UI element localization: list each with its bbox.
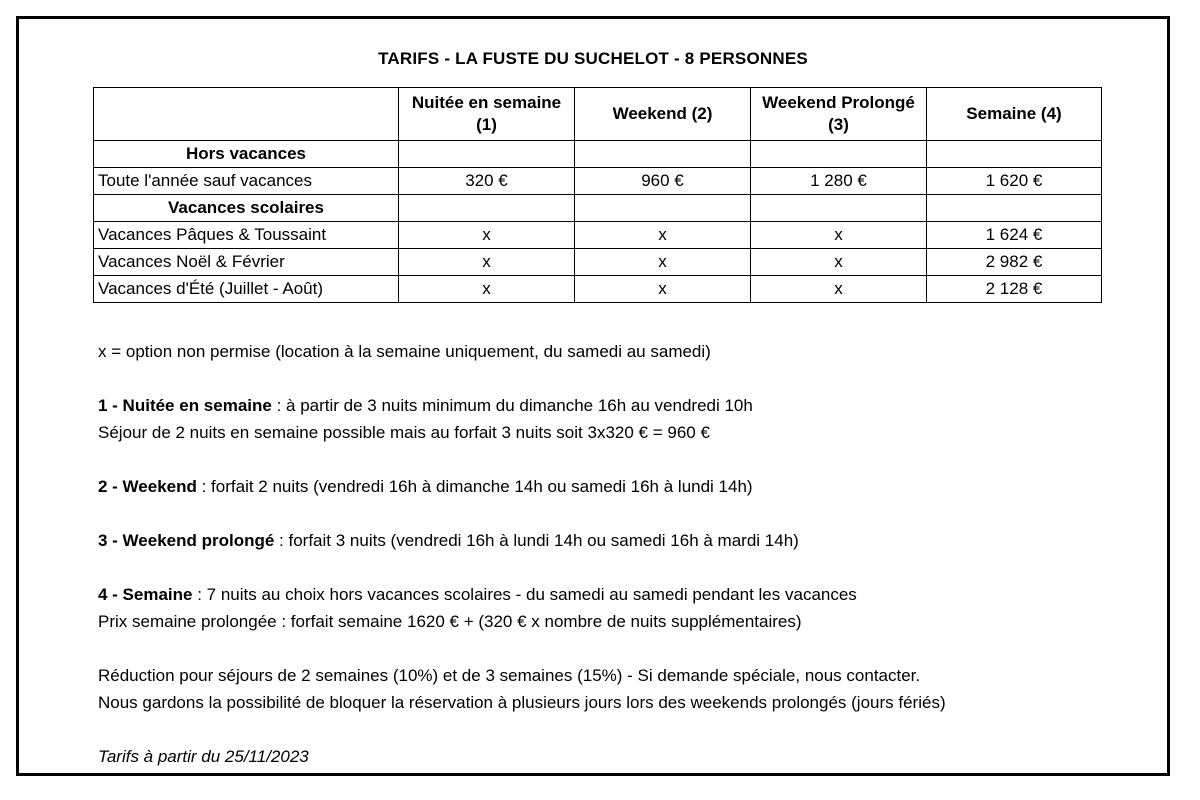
- table-header-row: [94, 88, 1102, 141]
- note-1: [98, 392, 1158, 419]
- x-legend: x = option non permise (location à la semaine uniquement, du samedi au samedi): [98, 342, 711, 361]
- note-4-heading: 4 - Semaine: [98, 585, 193, 604]
- table-row: [94, 222, 1102, 249]
- note-4-text: : 7 nuits au choix hors vacances scolaires - du samedi au samedi pendant les vacances: [192, 585, 857, 604]
- price-cell: [927, 141, 1102, 168]
- section-row: [94, 195, 1102, 222]
- header-corner-cell: [94, 88, 399, 141]
- price-cell: [399, 141, 575, 168]
- price-cell: 1 624 €: [927, 222, 1102, 249]
- column-header: Semaine (4): [927, 88, 1102, 141]
- price-cell: x: [399, 249, 575, 276]
- note-2: [98, 473, 1158, 500]
- table-row: [94, 276, 1102, 303]
- rates-table: [93, 87, 1102, 303]
- row-label: Vacances Pâques & Toussaint: [94, 222, 399, 249]
- section-label: Hors vacances: [94, 141, 399, 168]
- note-1-line-2: Séjour de 2 nuits en semaine possible mais au forfait 3 nuits soit 3x320 € = 960 €: [98, 423, 710, 442]
- rates-table-body: [94, 88, 1102, 303]
- note-1-text: : à partir de 3 nuits minimum du dimanche 16h au vendredi 10h: [271, 396, 753, 415]
- price-cell: x: [575, 276, 751, 303]
- column-header: Weekend Prolongé (3): [751, 88, 927, 141]
- note-3-heading: 3 - Weekend prolongé: [98, 531, 275, 550]
- price-cell: x: [751, 222, 927, 249]
- price-cell: 320 €: [399, 168, 575, 195]
- price-cell: [751, 141, 927, 168]
- row-label: Toute l'année sauf vacances: [94, 168, 399, 195]
- reduction-note: Réduction pour séjours de 2 semaines (10%) et de 3 semaines (15%) - Si demande spéciale, nous contacter.: [98, 666, 921, 685]
- column-header: Nuitée en semaine (1): [399, 88, 575, 141]
- table-row: [94, 249, 1102, 276]
- price-cell: [927, 195, 1102, 222]
- note-3-text: : forfait 3 nuits (vendredi 16h à lundi 14h ou samedi 16h à mardi 14h): [274, 531, 799, 550]
- row-label: Vacances Noël & Février: [94, 249, 399, 276]
- table-row: [94, 168, 1102, 195]
- note-4-line-2: Prix semaine prolongée : forfait semaine 1620 € + (320 € x nombre de nuits supplémentaires): [98, 612, 802, 631]
- validity-note: Tarifs à partir du 25/11/2023: [98, 747, 309, 766]
- note-2-heading: 2 - Weekend: [98, 477, 197, 496]
- note-1-heading: 1 - Nuitée en semaine: [98, 396, 272, 415]
- blocking-note: Nous gardons la possibilité de bloquer la réservation à plusieurs jours lors des weekends prolongés (jours fériés): [98, 693, 946, 712]
- price-cell: 2 982 €: [927, 249, 1102, 276]
- document-title: TARIFS - LA FUSTE DU SUCHELOT - 8 PERSONNES: [378, 49, 808, 68]
- section-row: [94, 141, 1102, 168]
- price-cell: [575, 141, 751, 168]
- note-3: [98, 527, 1158, 554]
- column-header: Weekend (2): [575, 88, 751, 141]
- price-cell: 1 620 €: [927, 168, 1102, 195]
- price-cell: x: [575, 222, 751, 249]
- price-cell: x: [575, 249, 751, 276]
- price-cell: x: [399, 276, 575, 303]
- section-label: Vacances scolaires: [94, 195, 399, 222]
- price-cell: [751, 195, 927, 222]
- notes-section: [98, 338, 1158, 770]
- price-cell: x: [751, 276, 927, 303]
- price-cell: 1 280 €: [751, 168, 927, 195]
- note-2-text: : forfait 2 nuits (vendredi 16h à dimanche 14h ou samedi 16h à lundi 14h): [196, 477, 753, 496]
- row-label: Vacances d'Été (Juillet - Août): [94, 276, 399, 303]
- price-cell: 960 €: [575, 168, 751, 195]
- price-cell: x: [399, 222, 575, 249]
- note-4: [98, 581, 1158, 608]
- price-cell: 2 128 €: [927, 276, 1102, 303]
- price-cell: [575, 195, 751, 222]
- price-cell: x: [751, 249, 927, 276]
- price-cell: [399, 195, 575, 222]
